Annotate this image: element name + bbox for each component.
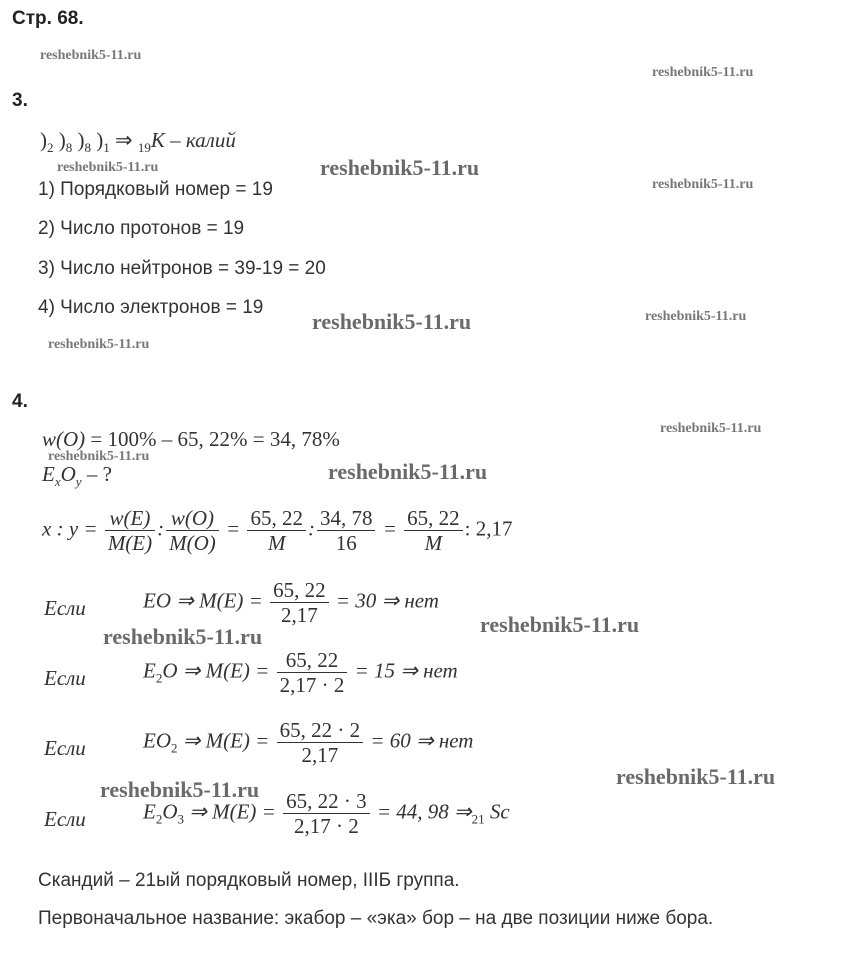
watermark: reshebnik5-11.ru [312,309,472,334]
oxygen-fraction-equation: w(O) = 100% – 65, 22% = 34, 78% [42,427,340,451]
if-label: Если [44,596,86,620]
if-label: Если [44,736,86,760]
watermark: reshebnik5-11.ru [652,65,754,80]
task-3-line: 3) Число нейтронов = 39-19 = 20 [38,258,326,279]
watermark: reshebnik5-11.ru [328,459,488,484]
ratio-equation: x : y = $\frac{w(E)}{M(E)}$ : $\frac{w(O)}{M(O)}$ = $\frac{65, 22}{M}$ : $\frac{34, 78}{16}$ = $\frac{65, 22}{M}$ : 2,17 [42,506,513,556]
if-label: Если [44,807,86,831]
watermark: reshebnik5-11.ru [100,777,260,802]
task-3-line: 2) Число протонов = 19 [38,218,245,239]
watermark: reshebnik5-11.ru [660,421,762,436]
task-3-line: 4) Число электронов = 19 [38,297,264,318]
if-label: Если [44,666,86,690]
conclusion-line: Скандий – 21ый порядковый номер, IIIБ группа. [38,870,460,891]
task-4-number: 4. [12,391,28,412]
watermark: reshebnik5-11.ru [645,309,747,324]
case-1-equation: EO ⇒ M(E) = $\frac{65, 22}{2,17}$ = 30 ⇒ нет [143,578,439,628]
watermark: reshebnik5-11.ru [48,449,150,464]
conclusion-line: Первоначальное название: экабор – «эка» бор – на две позиции ниже бора. [38,908,714,929]
formula-unknown: $E_xO_y$ – ? [42,462,112,490]
electron-shell-formula: )$_2$ )$_8$ )$_8$ )$_1$ ⇒ $_{19}$K – калий [40,128,236,156]
watermark: reshebnik5-11.ru [57,160,159,175]
page-header: Стр. 68. [12,8,84,29]
task-3-number: 3. [12,90,28,111]
watermark: reshebnik5-11.ru [616,764,776,789]
watermark: reshebnik5-11.ru [40,48,142,63]
watermark: reshebnik5-11.ru [48,337,150,352]
watermark: reshebnik5-11.ru [652,177,754,192]
case-2-equation: $E_2O$ ⇒ M(E) = $\frac{65, 22}{2,17 \cdot 2}$ = 15 ⇒ нет [143,648,458,698]
case-4-equation: $E_2O_3$ ⇒ M(E) = $\frac{65, 22 \cdot 3}{2,17 \cdot 2}$ = 44, 98 $\Rightarrow_{21}$ Sc [143,789,510,839]
watermark: reshebnik5-11.ru [103,624,263,649]
case-3-equation: $EO_2$ ⇒ M(E) = $\frac{65, 22 \cdot 2}{2,17}$ = 60 ⇒ нет [143,718,474,768]
watermark: reshebnik5-11.ru [480,612,640,637]
task-3-line: 1) Порядковый номер = 19 [38,179,273,200]
watermark: reshebnik5-11.ru [320,155,480,180]
